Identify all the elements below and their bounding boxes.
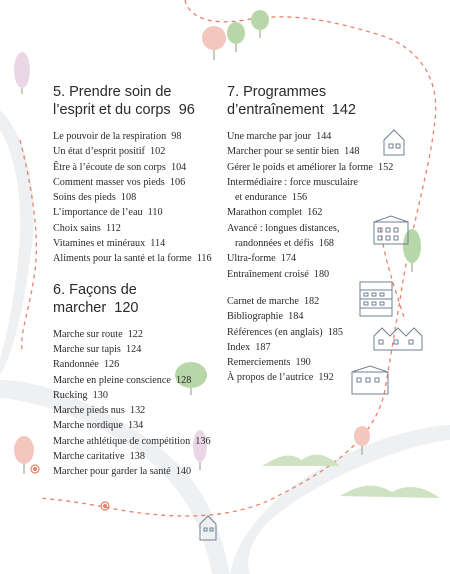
back-matter-list (227, 294, 437, 386)
entry-page: 98 (171, 131, 182, 142)
toc-entry[interactable] (53, 236, 233, 251)
toc-entry[interactable] (227, 251, 437, 266)
entry-title: et endurance (235, 192, 287, 204)
entry-page: 104 (170, 161, 187, 173)
entry-page: 114 (150, 238, 166, 250)
tree-green (227, 22, 245, 52)
entry-page: 140 (175, 466, 192, 478)
entry-page: 124 (126, 343, 142, 355)
entry-title: Marcher pour se sentir bien (227, 146, 340, 158)
toc-entry[interactable] (53, 190, 233, 205)
toc-entry[interactable] (227, 175, 437, 190)
toc-section-7 (227, 83, 437, 282)
toc-entry[interactable] (227, 370, 437, 385)
entry-page: 132 (129, 405, 146, 417)
toc-entry[interactable] (53, 160, 233, 175)
entry-page: 126 (103, 359, 120, 371)
entry-title: Vitamines et minéraux (53, 238, 146, 250)
hill (262, 455, 340, 466)
entry-page: 110 (147, 207, 163, 219)
toc-entry[interactable] (53, 357, 233, 372)
entry-title: Index (227, 341, 251, 353)
entry-title: Avancé : longues distances, (227, 222, 340, 234)
entry-page: 144 (316, 131, 332, 142)
toc-list (227, 129, 437, 282)
toc-entry[interactable] (227, 267, 437, 282)
entry-title: Soins des pieds (53, 192, 116, 204)
toc-entry[interactable] (53, 464, 233, 479)
entry-page: 180 (313, 268, 330, 280)
entry-title: randonnées et défis (235, 238, 314, 250)
entry-title: Marche athlétique de compétition (53, 435, 191, 447)
toc-entry[interactable] (227, 205, 437, 220)
entry-title: Le pouvoir de la respiration (53, 131, 167, 142)
entry-title: Gérer le poids et améliorer la forme (227, 161, 373, 173)
entry-page: 130 (92, 389, 108, 401)
toc-entry[interactable] (53, 129, 233, 144)
section-heading[interactable] (227, 83, 377, 119)
entry-page: 106 (169, 176, 186, 188)
entry-page: 174 (280, 253, 297, 265)
road (0, 110, 34, 375)
entry-page: 128 (176, 374, 192, 386)
entry-title: L’importance de l’eau (53, 207, 143, 219)
entry-title: Choix sains (53, 222, 101, 234)
toc-entry[interactable] (53, 175, 233, 190)
entry-title: Randonnée (53, 359, 99, 371)
entry-page: 168 (318, 238, 335, 250)
entry-title: Rucking (53, 389, 88, 401)
section-title: 6. Façons de marcher (53, 281, 137, 316)
toc-section-6 (53, 281, 233, 480)
toc-entry[interactable] (227, 236, 437, 251)
section-page: 96 (178, 102, 195, 118)
tree-pink (202, 26, 226, 60)
toc-entry[interactable] (227, 325, 437, 340)
toc-entry[interactable] (53, 251, 233, 266)
toc-entry[interactable] (227, 144, 437, 159)
tree-green (251, 10, 269, 38)
entry-page: 148 (344, 146, 360, 158)
entry-title: Entraînement croisé (227, 268, 309, 280)
toc-entry[interactable] (227, 355, 437, 370)
toc-entry[interactable] (227, 221, 437, 236)
toc-left-column (53, 83, 233, 480)
entry-page: 112 (105, 222, 121, 234)
entry-title: Carnet de marche (227, 295, 299, 307)
entry-page: 156 (291, 192, 308, 204)
path-marker (101, 502, 109, 510)
entry-page: 152 (378, 161, 394, 173)
entry-page: 192 (318, 372, 334, 384)
toc-entry[interactable] (53, 449, 233, 464)
toc-section-5 (53, 83, 233, 267)
entry-page: 184 (288, 311, 304, 323)
entry-title: Références (en anglais) (227, 326, 323, 338)
toc-entry[interactable] (53, 373, 233, 388)
entry-page: 182 (303, 295, 320, 307)
toc-list (53, 129, 233, 267)
entry-title: Remerciements (227, 357, 291, 369)
toc-entry[interactable] (53, 418, 233, 433)
section-heading[interactable] (53, 83, 203, 119)
toc-entry[interactable] (53, 144, 233, 159)
toc-entry[interactable] (227, 309, 437, 324)
tree-pink (14, 52, 30, 94)
entry-title: Comment masser vos pieds (53, 176, 165, 188)
entry-title: Marche pieds nus (53, 405, 125, 417)
entry-page: 102 (150, 146, 166, 158)
entry-page: 108 (120, 192, 137, 204)
toc-entry[interactable] (53, 205, 233, 220)
entry-page: 138 (129, 451, 145, 463)
toc-entry[interactable] (227, 190, 437, 205)
entry-title: Aliments pour la santé et la forme (53, 253, 192, 265)
toc-entry[interactable] (227, 294, 437, 309)
toc-right-column (227, 83, 437, 386)
toc-entry[interactable] (227, 129, 437, 144)
entry-title: Intermédiaire : force musculaire (227, 176, 358, 188)
toc-entry[interactable] (227, 160, 437, 175)
entry-title: Marathon complet (227, 207, 302, 219)
entry-title: Marcher pour garder la santé (53, 466, 171, 478)
entry-page: 187 (255, 341, 271, 353)
entry-title: Bibliographie (227, 311, 284, 323)
toc-entry[interactable] (53, 327, 233, 342)
toc-entry[interactable] (53, 434, 233, 449)
hill (340, 486, 440, 498)
entry-title: Marche en pleine conscience (53, 374, 171, 386)
entry-title: À propos de l’autrice (227, 372, 314, 384)
entry-title: Marche sur route (53, 328, 123, 340)
toc-entry[interactable] (227, 340, 437, 355)
entry-title: Marche caritative (53, 451, 125, 463)
entry-page: 185 (327, 326, 343, 338)
path-marker (31, 465, 39, 473)
section-title: 5. Prendre soin de l’esprit et du corps (53, 84, 172, 118)
section-heading[interactable] (53, 281, 203, 317)
entry-page: 136 (195, 435, 211, 447)
entry-title: Ultra-forme (227, 253, 276, 265)
toc-list (53, 327, 233, 480)
entry-title: Un état d’esprit positif (53, 146, 145, 158)
entry-page: 116 (196, 253, 212, 265)
toc-entry[interactable] (53, 403, 233, 418)
entry-title: Une marche par jour (227, 131, 312, 142)
toc-entry[interactable] (53, 388, 233, 403)
entry-page: 134 (127, 420, 144, 432)
section-title: 7. Programmes d’entraînement (227, 84, 327, 118)
entry-page: 122 (127, 328, 143, 340)
entry-page: 162 (307, 207, 323, 219)
entry-title: Être à l’écoute de son corps (53, 161, 166, 173)
toc-entry[interactable] (53, 221, 233, 236)
section-page: 142 (331, 102, 356, 118)
road (230, 425, 450, 574)
entry-title: Marche nordique (53, 420, 123, 432)
entry-page: 190 (295, 357, 311, 369)
toc-entry[interactable] (53, 342, 233, 357)
section-page: 120 (114, 299, 139, 316)
entry-title: Marche sur tapis (53, 343, 121, 355)
